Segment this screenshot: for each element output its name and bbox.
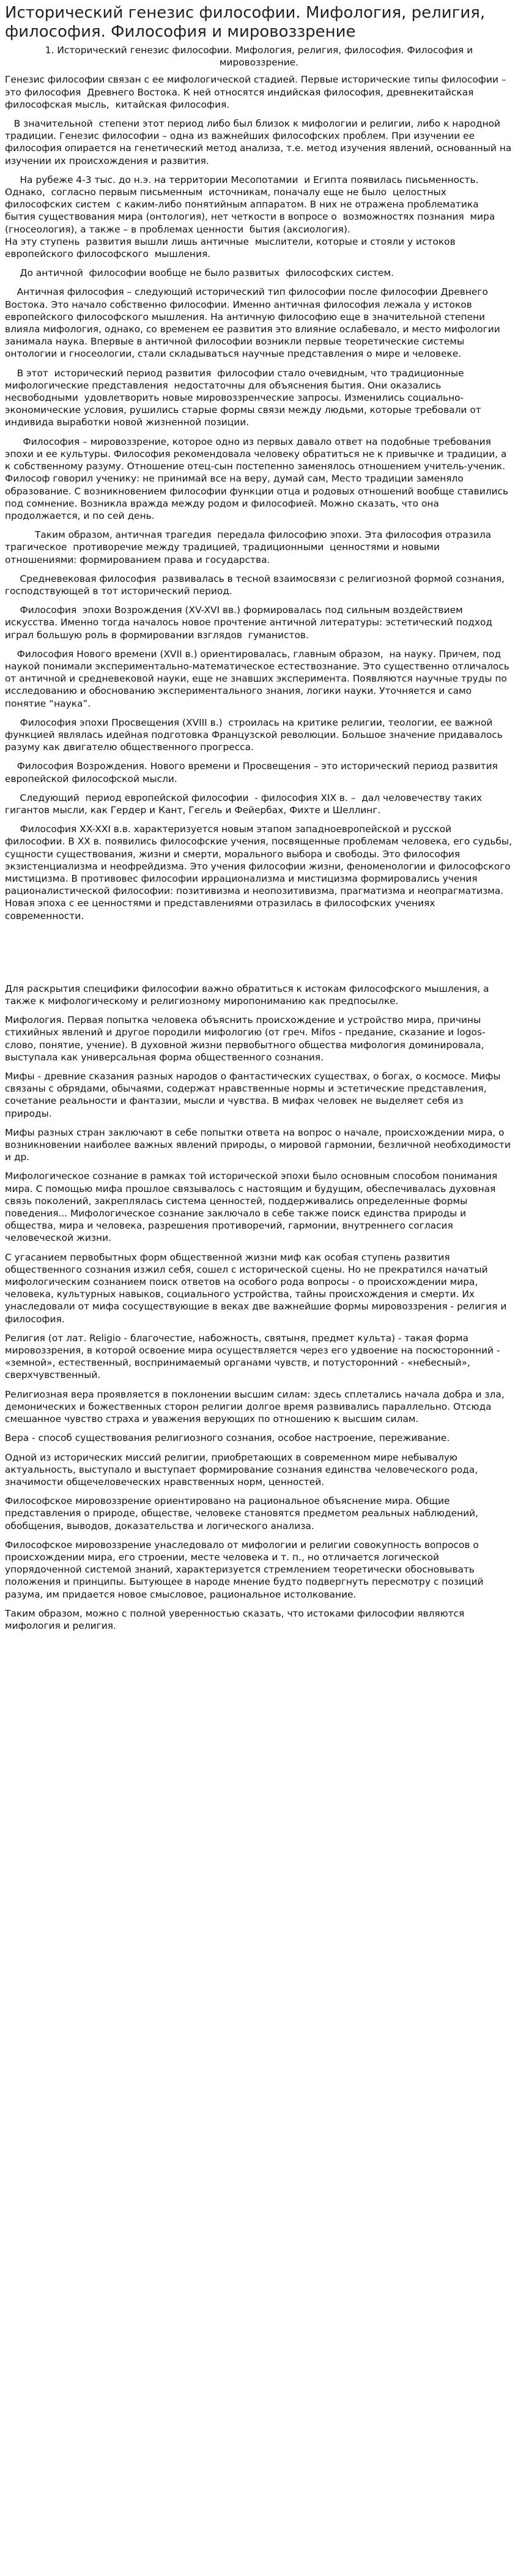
paragraph: Средневековая философия развивалась в тесной взаимосвязи с религиозной формой сознания, господствующей в тот исторический период. — [5, 573, 508, 597]
paragraph: До античной философии вообще не было развитых философских систем. — [5, 267, 394, 279]
paragraph: Философское мировоззрение унаследовало от мифологии и религии совокупность вопросов о происхождении мира, его строении, месте человека и т. п., но отличается логической упорядоченной системой знаний, характеризуется стремлением теоретически обосновывать положения и принципы. Бытующее в народе мнение будто подвергнуть пересмотру с позиций разума, им придается новое смысловое, рациональное истолкование. — [5, 1539, 487, 1600]
paragraph: На рубеже 4-3 тыс. до н.э. на территории Месопотамии и Египта появилась письменность. Однако, согласно первым письменным источникам, поначалу еще не было целостных философских систем с каким-либо понятийным аппаратом. В них не отражена проблематика бытия существования мира (онтология), нет четкости в вопросе о возможностях познания мира (гносеология), а также – в проблемах ценности бытия (аксиология). На эту ступень развития вышли лишь античные мыслители, которые и стояли у истоков европейского философского мышления. — [5, 174, 495, 260]
paragraph: Философия XX-XXI в.в. характеризуется новым этапом западноевропейской и русской философии. В XX в. появились философские учения, посвященные проблемам человека, его судьбы, сущности существования, жизни и смерти, морального выбора и свободы. Это философия экзистенциализма и неофрейдизма. Это учения философии жизни, феноменологии и философского мистицизма. В противовес философии иррационализма и мистицизма формировались учения рационалистической философии: позитивизма и неопозитивизма, прагматизма и неопрагматизма. Новая эпоха с ее ценностями и представлениями отразилась в философских учениях современности. — [5, 824, 515, 921]
paragraph: С угасанием первобытных форм общественной жизни миф как особая ступень развития общественного сознания изжил себя, сошел с исторической сцены. Но не прекратился начатый мифологическим сознанием поиск ответов на особого рода вопросы - о происхождении мира, человека, культурных навыков, социального устройства, тайны происхождения и смерти. Их унаследовали от мифа сосуществующие в веках две важнейшие формы мировоззрения - религия и философия. — [5, 1251, 510, 1325]
paragraph: Таким образом, можно с полной уверенностью сказать, что истоками философии являются мифология и религия. — [5, 1607, 468, 1631]
paragraph: Одной из исторических миссий религии, приобретающих в современном мире небывалую актуальность, выступало и выступает формирование сознания единства человеческого рода, значимости общечеловеческих нравственных норм, ценностей. — [5, 1451, 481, 1487]
page-title: Исторический генезис философии. Мифология, религия, философия. Философия и мировоззрение — [5, 4, 486, 41]
paragraph: Мифологическое сознание в рамках той исторической эпохи было основным способом понимания мира. С помощью мифа прошлое связывалось с настоящим и будущим, обеспечивалась духовная связь поколений, закреплялась система ценностей, поддерживались определенные формы поведения... Мифологическое сознание заключало в себе также поиск единства природы и общества, мира и человека, разрешения противоречий, гармонии, внутреннего согласия человеческой жизни. — [5, 1171, 501, 1244]
section-historical-genesis — [5, 73, 513, 921]
paragraph: Философское мировоззрение ориентировано на рациональное объяснение мира. Общие представления о природе, обществе, человеке становятся предметом реальных наблюдений, обобщения, выводов, доказательства и логического анализа. — [5, 1495, 481, 1532]
paragraph: Философия эпохи Просвещения (XVIII в.) строилась на критике религии, теологии, ее важной функцией являлась идейная подготовка Французской революции. Большое значение придавалось разуму как двигателю общественного прогресса. — [5, 717, 506, 753]
paragraph: Для раскрытия специфики философии важно обратиться к истокам философского мышления, а также к мифологическому и религиозному миропониманию как предпосылке. — [5, 983, 492, 1007]
paragraph: Таким образом, античная трагедия передала философию эпохи. Эта философия отразила трагическое противоречие между традицией, традиционными ценностями и новыми отношениями: формированием права и государства. — [5, 529, 494, 565]
paragraph: Философия Возрождения. Нового времени и Просвещения – это исторический период развития европейской философской мысли. — [5, 761, 501, 784]
section-myth-religion-philosophy — [5, 983, 513, 1632]
paragraph: Вера - способ существования религиозного сознания, особое настроение, переживание. — [5, 1432, 450, 1444]
paragraph: Религия (от лат. Religio - благочестие, набожность, святыня, предмет культа) - такая форма мировоззрения, в которой освоение мира осуществляется через его удвоение на посюсторонний - «земной», естественный, воспринимаемый органами чувств, и потусторонний - «небесный», сверхчувственный. — [5, 1332, 503, 1381]
paragraph: Философия эпохи Возрождения (XV-XVI вв.) формировалась под сильным воздействием искусства. Именно тогда началось новое прочтение античной литературы: эстетический подход играл большую роль в формировании взглядов гуманистов. — [5, 605, 495, 641]
paragraph: Философия Нового времени (XVII в.) ориентировалась, главным образом, на науку. Причем, под наукой понимали экспериментально-математическое естествознание. Это существенно отличалось от античной и средневековой науки, еще не знавших эксперимента. Появляются научные труды по исследованию и обоснованию экспериментального знания, логики науки. Уточняется и само понятие “наука”. — [5, 648, 512, 709]
paragraph: Следующий период европейской философии - философия XIX в. – дал человечеству таких гигантов мысли, как Гердер и Кант, Гегель и Фейербах, Фихте и Шеллинг. — [5, 792, 486, 816]
paragraph: Мифы разных стран заключают в себе попытки ответа на вопрос о начале, происхождении мира, о возникновении наиболее важных явлений природы, о мировой гармонии, безличной необходимости и др. — [5, 1126, 514, 1163]
paragraph: Мифология. Первая попытка человека объяснить происхождение и устройство мира, причины стихийных явлений и другое породили мифологию (от греч. Mifos - предание, сказание и logos-слово, понятие, учение). В духовной жизни первобытного общества мифология доминировала, выступала как универсальная форма общественного сознания. — [5, 1014, 487, 1063]
paragraph: Мифы - древние сказания разных народов о фантастических существах, о богах, о космосе. Мифы связаны с обрядами, обычаями, содержат нравственные нормы и эстетические представления, сочетание реальности и фантазии, мысли и чувства. В мифах человек не выделяет себя из природы. — [5, 1071, 504, 1119]
paragraph: Античная философия – следующий исторический тип философии после философии Древнего Востока. Это начало собственно философии. Именно античная философия лежала у истоков европейского философского мышления. На античную философию еще в значительной степени влияла мифология, однако, со временем ее развития это влияние ослабевало, и место мифологии занимала наука. Впервые в античной философии возникли первые теоретические системы онтологии и гносеологии, стали складываться научные представления о мире и человеке. — [5, 286, 503, 360]
section-gap — [5, 929, 513, 983]
paragraph: В значительной степени этот период либо был близок к мифологии и религии, либо к народной традиции. Генезис философии – одна из важнейших философских проблем. При изучении ее философия опирается на генетический метод анализа, т.е. метод изучения явлений, основанный на изучении их происхождения и развития. — [5, 118, 515, 166]
section-heading: 1. Исторический генезис философии. Мифология, религия, философия. Философия и мировоззрение. — [45, 45, 473, 69]
paragraph: Религиозная вера проявляется в поклонении высшим силам: здесь сплетались начала добра и зла, демонических и божественных сторон религии долгое время развивались параллельно. Отсюда смешанное чувство страха и уважения верующих по отношению к высшим силам. — [5, 1388, 508, 1425]
paragraph: В этот исторический период развития философии стало очевидным, что традиционные мифологические представления недостаточны для объяснения бытия. Они оказались несвободными удовлетворить новые мировоззренческие запросы. Изменились социально-экономические условия, рушились старые формы связи между людьми, которые требовали от индивида выработки новой жизненной позиции. — [5, 367, 484, 428]
paragraph: Генезис философии связан с ее мифологической стадией. Первые исторические типы философии – это философия Древнего Востока. К ней относятся индийская философия, древнекитайская философская мысль, китайская философия. — [5, 74, 509, 110]
paragraph: Философия – мировоззрение, которое одно из первых давало ответ на подобные требования эпохи и ее культуры. Философия рекомендовала человеку обратиться не к привычке и традиции, а к собственному разуму. Отношение отец-сын постепенно заменялось отношением учитель-ученик. Философ говорил ученику: не принимай все на веру, думай сам, Место традиции заменяло образование. С возникновением философии функции отца и родовых отношений вообще ставились под сомнение. Возникла вражда между родом и философией. Можно сказать, что она продолжается, и по сей день. — [5, 436, 511, 521]
